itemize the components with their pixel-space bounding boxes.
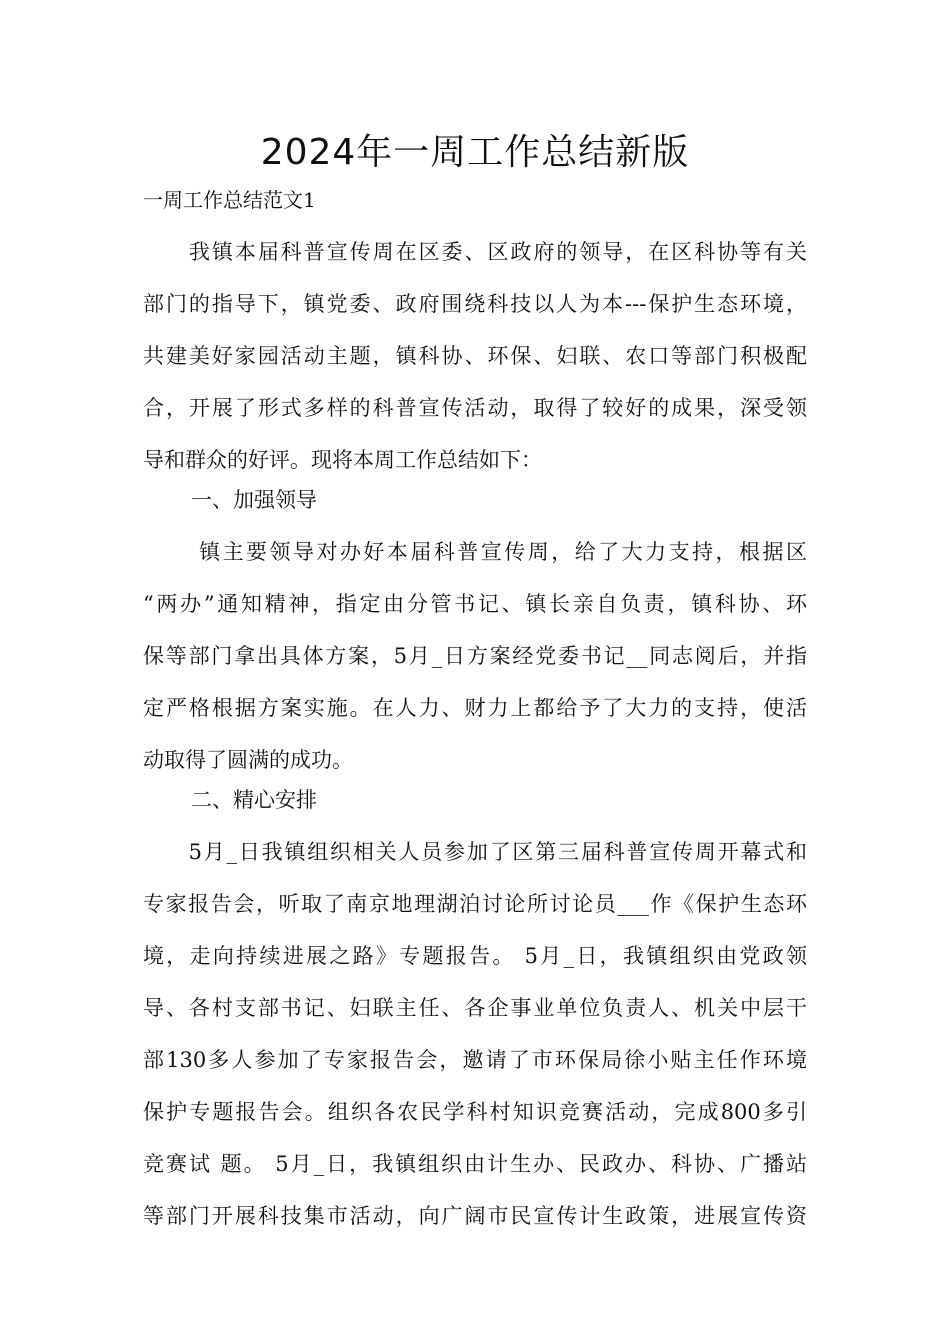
text-line: 动取得了圆满的成功。 [143,748,353,772]
text-line: 保等部门拿出具体方案，5月_日方案经党委书记__同志阅后，并指 [143,644,807,668]
document-title: 2024年一周工作总结新版 [260,132,690,173]
text-line: 部130多人参加了专家报告会，邀请了市环保局徐小贴主任作环境 [143,1048,807,1072]
text-line: 专家报告会，听取了南京地理湖泊讨论所讨论员___作《保护生态环 [143,892,807,916]
text-line: 导和群众的好评。现将本周工作总结如下： [143,448,542,472]
paragraph-intro [143,226,807,486]
text-line: 共建美好家园活动主题，镇科协、环保、妇联、农口等部门积极配 [143,344,807,368]
text-line: 镇主要领导对办好本届科普宣传周，给了大力支持，根据区 [143,540,807,564]
text-line: 部门的指导下，镇党委、政府围绕科技以人为本---保护生态环境， [143,292,807,316]
text-line: 我镇本届科普宣传周在区委、区政府的领导，在区科协等有关 [143,240,807,264]
section-heading-leadership: 一、加强领导 [191,488,317,512]
text-line: 竞赛试 题。 5月_日，我镇组织由计生办、民政办、科协、广播站 [143,1152,807,1176]
text-line: 5月_日我镇组织相关人员参加了区第三届科普宣传周开幕式和 [143,840,807,864]
paragraph-leadership [143,526,807,786]
text-line: 导、各村支部书记、妇联主任、各企事业单位负责人、机关中层干 [143,996,807,1020]
text-line: 合，开展了形式多样的科普宣传活动，取得了较好的成果，深受领 [143,396,807,420]
section-heading-arrangement: 二、精心安排 [191,788,317,812]
text-line: 境，走向持续进展之路》专题报告。 5月_日，我镇组织由党政领 [143,944,807,968]
text-line: “两办”通知精神，指定由分管书记、镇长亲自负责，镇科协、环 [143,592,807,616]
text-line: 等部门开展科技集市活动，向广阔市民宣传计生政策，进展宣传资 [143,1204,807,1228]
paragraph-arrangement [143,826,807,1242]
text-line: 保护专题报告会。组织各农民学科村知识竞赛活动，完成800多引 [143,1100,807,1124]
text-line: 定严格根据方案实施。在人力、财力上都给予了大力的支持，使活 [143,696,807,720]
document-subtitle: 一周工作总结范文1 [143,188,316,212]
